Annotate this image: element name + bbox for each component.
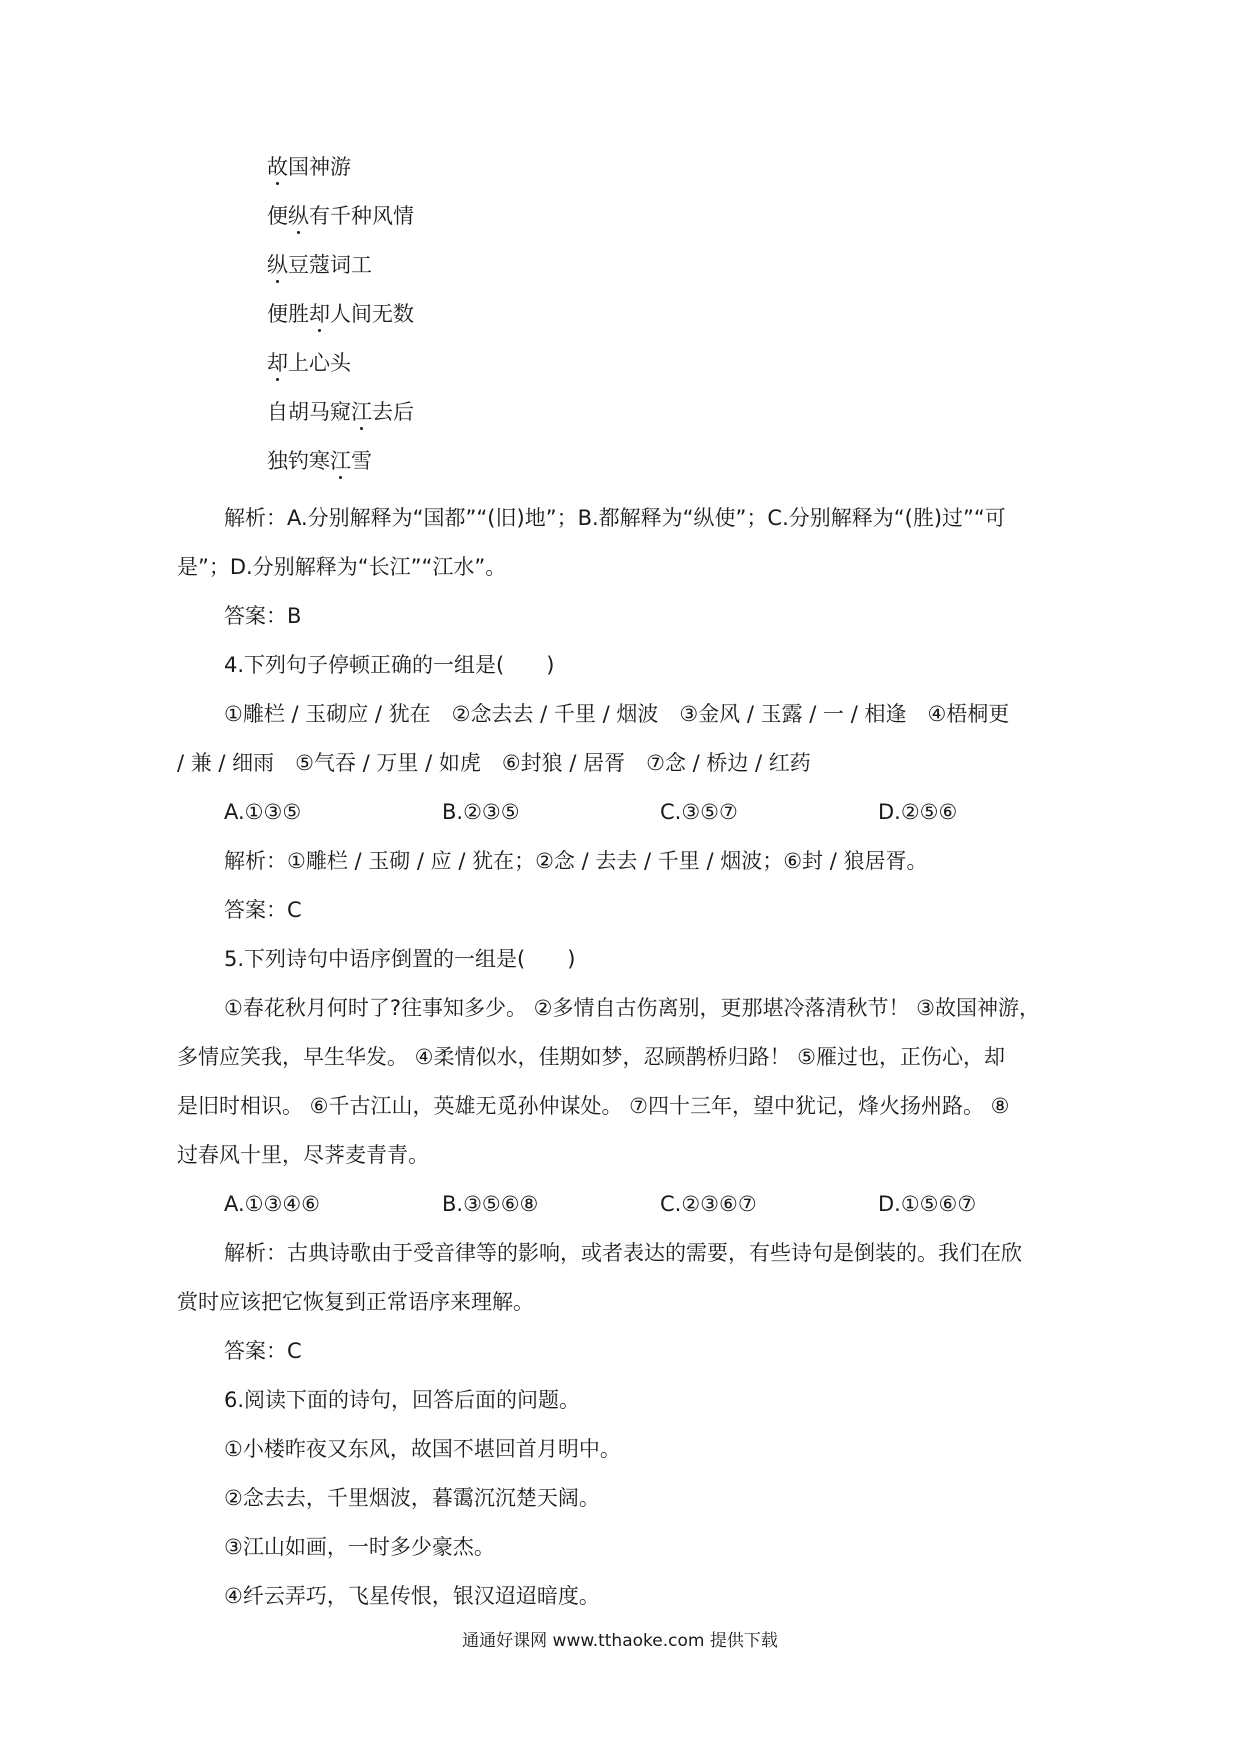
dotted-char: 却 — [267, 351, 288, 375]
q4-option-c: C.③⑤⑦ — [660, 800, 738, 824]
q5-option-d: D.①⑤⑥⑦ — [878, 1192, 977, 1216]
q5-answer: 答案：C — [224, 1339, 302, 1363]
q6-stem: 6.阅读下面的诗句，回答后面的问题。 — [224, 1388, 581, 1412]
dotted-char: 纵 — [288, 204, 309, 228]
q4-body-line2: / 兼 / 细雨 ⑤气吞 / 万里 / 如虎 ⑥封狼 / 居胥 ⑦念 / 桥边 / 红药 — [177, 751, 811, 775]
word-item-2: 便纵有千种风情 — [267, 204, 414, 228]
q5-body-line4: 过春风十里，尽荠麦青青。 — [177, 1143, 429, 1167]
q4-answer: 答案：C — [224, 898, 302, 922]
q5-option-b: B.③⑤⑥⑧ — [442, 1192, 539, 1216]
q5-analysis-line2: 赏时应该把它恢复到正常语序来理解。 — [177, 1290, 534, 1314]
word-item-5: 却上心头 — [267, 351, 351, 375]
q3-answer: 答案：B — [224, 604, 302, 628]
word-item-1: 故国神游 — [267, 155, 351, 179]
q5-body-line1: ①春花秋月何时了?往事知多少。 ②多情自古伤离别，更那堪冷落清秋节！ ③故国神游， — [224, 996, 1040, 1020]
word-item-6: 自胡马窥江去后 — [267, 400, 414, 424]
q5-option-a: A.①③④⑥ — [224, 1192, 320, 1216]
q6-poem-line: ③江山如画，一时多少豪杰。 — [224, 1535, 495, 1559]
q4-analysis: 解析：①雕栏 / 玉砌 / 应 / 犹在；②念 / 去去 / 千里 / 烟波；⑥封 / 狼居胥。 — [224, 849, 928, 873]
dotted-char: 江 — [330, 449, 351, 473]
dotted-char: 江 — [351, 400, 372, 424]
dotted-char: 故 — [267, 155, 288, 179]
page-footer: 通通好课网 www.tthaoke.com 提供下载 — [462, 1631, 778, 1651]
q4-option-a: A.①③⑤ — [224, 800, 302, 824]
q4-option-b: B.②③⑤ — [442, 800, 520, 824]
dotted-char: 却 — [309, 302, 330, 326]
word-item-3: 纵豆蔻词工 — [267, 253, 372, 277]
q6-poem-line: ②念去去，千里烟波，暮霭沉沉楚天阔。 — [224, 1486, 600, 1510]
q5-analysis-line1: 解析：古典诗歌由于受音律等的影响，或者表达的需要，有些诗句是倒装的。我们在欣 — [224, 1241, 1022, 1265]
q4-body-line1: ①雕栏 / 玉砌应 / 犹在 ②念去去 / 千里 / 烟波 ③金风 / 玉露 / 一 / 相逢 ④梧桐更 — [224, 702, 1010, 726]
q5-body-line3: 是旧时相识。 ⑥千古江山，英雄无觅孙仲谋处。 ⑦四十三年，望中犹记，烽火扬州路。 ⑧ — [177, 1094, 1010, 1118]
word-item-4: 便胜却人间无数 — [267, 302, 414, 326]
q5-stem: 5.下列诗句中语序倒置的一组是( ) — [224, 947, 576, 971]
q5-body-line2: 多情应笑我，早生华发。 ④柔情似水，佳期如梦，忍顾鹊桥归路！ ⑤雁过也，正伤心，却 — [177, 1045, 1005, 1069]
q3-analysis-line2: 是”；D.分别解释为“长江”“江水”。 — [177, 555, 507, 579]
dotted-char: 纵 — [267, 253, 288, 277]
q4-option-d: D.②⑤⑥ — [878, 800, 958, 824]
q6-poem-line: ④纤云弄巧，飞星传恨，银汉迢迢暗度。 — [224, 1584, 600, 1608]
q3-analysis-line1: 解析：A.分别解释为“国都”“(旧)地”；B.都解释为“纵使”；C.分别解释为“(胜)过”“可 — [224, 506, 1006, 530]
q5-option-c: C.②③⑥⑦ — [660, 1192, 757, 1216]
q6-poem-line: ①小楼昨夜又东风，故国不堪回首月明中。 — [224, 1437, 621, 1461]
word-item-7: 独钓寒江雪 — [267, 449, 372, 473]
q4-stem: 4.下列句子停顿正确的一组是( ) — [224, 653, 555, 677]
